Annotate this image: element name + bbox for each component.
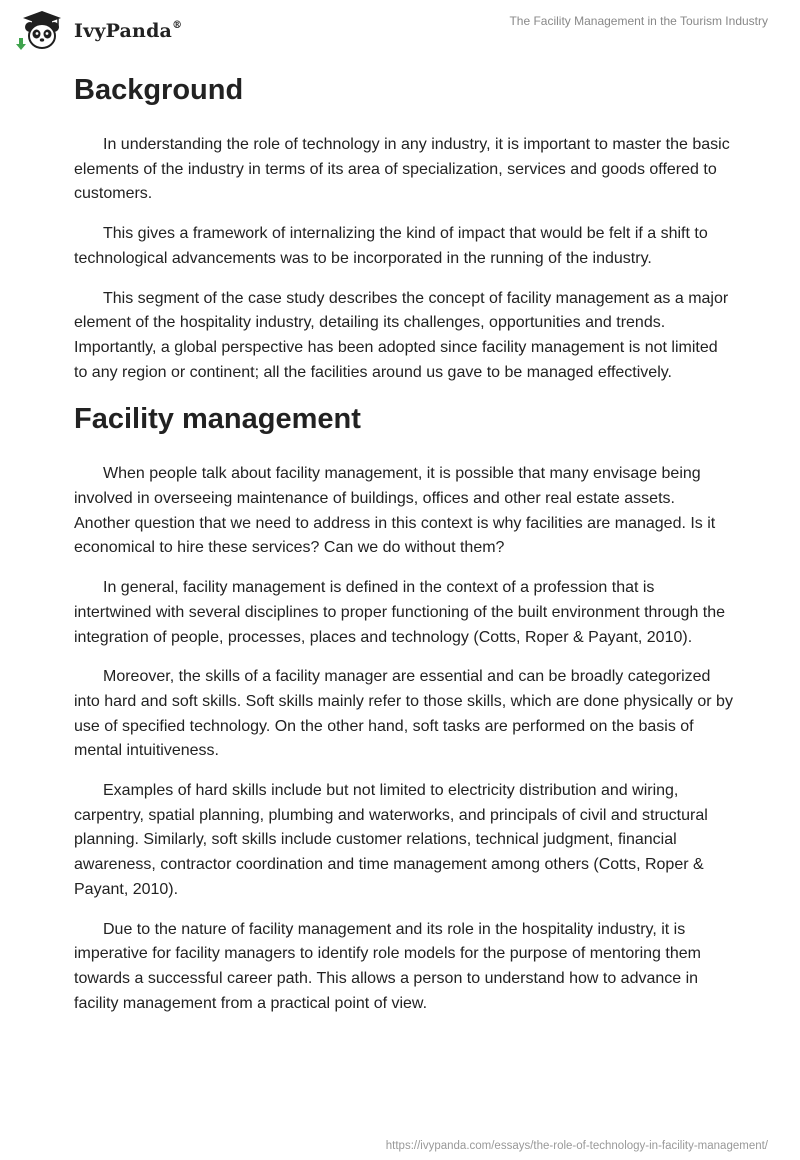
section-heading-facility-management: Facility management [74,403,361,436]
paragraph: In understanding the role of technology in any industry, it is important to master the basic elements of the industry in terms of its area of specialization, services and goods offered to customers. [74,136,730,203]
document-title: The Facility Management in the Tourism Industry [509,14,768,28]
page-header [0,0,800,60]
paragraph: Examples of hard skills include but not limited to electricity distribution and wiring, carpentry, spatial planning, plumbing and waterworks, and principals of civil and structural planning. Similarly, soft skills include customer relations, technical judgment, financial awareness, contractor coordination and time management among others (Cotts, Roper & Payant, 2010). [74,782,708,898]
paragraph: This gives a framework of internalizing the kind of impact that would be felt if a shift to technological advancements was to be incorporated in the running of the industry. [74,225,708,267]
paragraph: Moreover, the skills of a facility manager are essential and can be broadly categorized into hard and soft skills. Soft skills mainly refer to those skills, which are done physically or by use of specified technology. On the other hand, soft tasks are performed on the basis of mental intuitiveness. [74,668,733,760]
section-heading-background: Background [74,74,244,106]
paragraph: This segment of the case study describes the concept of facility management as a major element of the hospitality industry, detailing its challenges, opportunities and trends. Importantly, a global perspective has been adopted since facility management is not limited to any region or continent; all the facilities around us gave to be managed effectively. [74,289,729,381]
essay-content [74,70,734,1016]
logo-text: IvyPanda® [74,19,183,42]
paragraph: When people talk about facility management, it is possible that many envisage being involved in overseeing maintenance of buildings, offices and other real estate assets. Another question that we need to address in this context is why facilities are managed. Is it economical to hire these services? Can we do without them? [74,465,716,557]
paragraph: In general, facility management is defined in the context of a profession that is intertwined with several disciplines to proper functioning of the built environment through the integration of people, processes, places and technology (Cotts, Roper & Payant, 2010). [74,579,726,646]
paragraph: Due to the nature of facility management and its role in the hospitality industry, it is imperative for facility managers to identify role models for the purpose of mentoring them towards a successful career path. This allows a person to understand how to advance in facility management from a practical point of view. [74,920,701,1012]
panda-logo-icon [14,8,70,52]
source-url-link[interactable]: https://ivypanda.com/essays/the-role-of-technology-in-facility-management/ [385,1140,768,1152]
logo[interactable] [14,8,182,52]
